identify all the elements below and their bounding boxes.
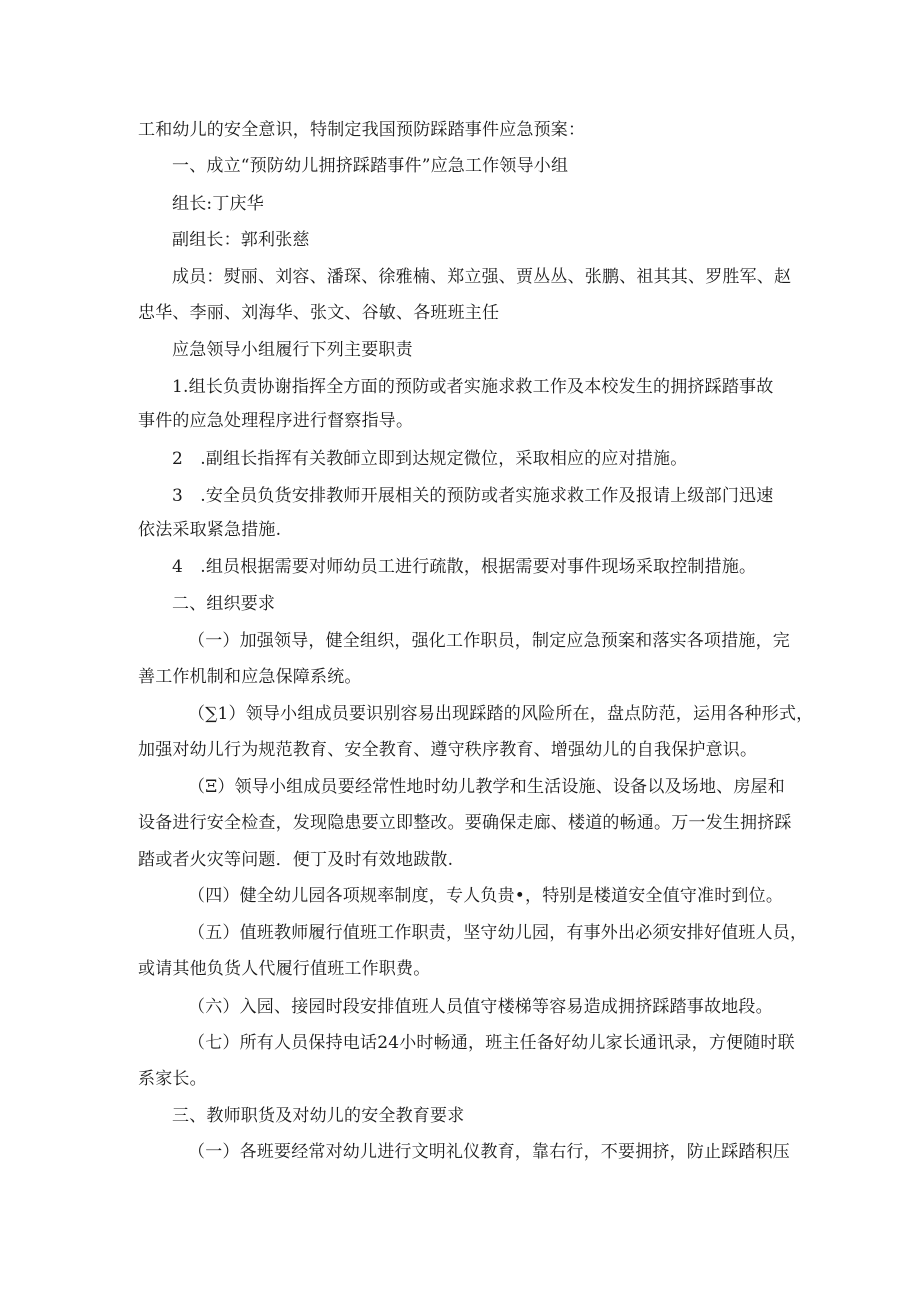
text-line: （一）加强领导，健全组织，强化工作职员，制定应急预案和落实各项措施，完 (188, 631, 790, 651)
text-line: （七）所有人员保持电话24小时畅通，班主任备好幼儿家长通讯录，方便随时联 (188, 1033, 795, 1053)
text-line: 依法采取紧急措施. (138, 520, 282, 540)
text-line: 组长:丁庆华 (172, 194, 264, 214)
text-line: 应急领导小组履行下列主要职责 (172, 340, 413, 360)
text-line: 系家长。 (138, 1069, 207, 1089)
section-heading: 三、教师职货及对幼儿的安全教育要求 (172, 1106, 465, 1126)
section-heading: 一、成立“预防幼儿拥挤踩踏事件”应急工作领导小组 (172, 156, 569, 176)
text-line: （一）各班要经常对幼儿进行文明礼仪教育，靠右行，不要拥挤，防止踩踏积压 (188, 1142, 790, 1162)
text-line: 2 .副组长指挥有关教師立即到达规定微位，采取相应的应对措施。 (172, 449, 688, 469)
text-line: 4 .组员根据需要对师幼员工进行疏散，根据需要对事件现场采取控制措施。 (172, 557, 757, 577)
text-line: （四）健全幼儿园各项规率制度，专人负贵•，特别是楼道安全值守准时到位。 (188, 886, 784, 906)
text-line: （∑1）领导小组成员要识别容易出现踩踏的风险所在，盘点防范，运用各种形式， (188, 704, 814, 724)
text-line: （Ξ）领导小组成员要经常性地时幼儿教学和生活设施、设备以及场地、房屋和 (188, 777, 785, 797)
text-line: （五）值班教师履行值班工作职责，坚守幼儿园，有事外出必须安排好值班人员， (188, 923, 808, 943)
text-line: 加强对幼儿行为规范教育、安全教育、遵守秩序教育、增强幼儿的自我保护意识。 (138, 740, 758, 760)
text-line: （六）入园、接园时段安排值班人员值守楼梯等容易造成拥挤踩踏事故地段。 (188, 997, 773, 1017)
text-line: 3 .安全员负货安排教师开展相关的预防或者实施求救工作及报请上级部门迅速 (172, 486, 774, 506)
text-line: 善工作机制和应急保障系统。 (138, 667, 362, 687)
section-heading: 二、组织要求 (172, 594, 276, 614)
text-line: 副组长：郭利张慈 (172, 230, 310, 250)
text-line: 或请其他负货人代履行值班工作职费。 (138, 959, 431, 979)
text-line: 成员：熨丽、刘容、潘琛、徐雅楠、郑立强、贾丛丛、张鹏、祖其其、罗胜军、赵 (172, 267, 792, 287)
text-line: 踏或者火灾等问题．便丁及时有效地跋散. (138, 850, 454, 870)
text-line: 1.组长负责协谢指挥全方面的预防或者实施求救工作及本校发生的拥挤踩踏事故 (172, 377, 774, 397)
text-line: 事件的应急处理程序进行督察指导。 (138, 411, 414, 431)
text-line: 设备进行安全检查，发现隐患要立即整改。要确保走廊、楼道的畅通。万一发生拥挤踩 (138, 813, 792, 833)
text-line: 忠华、李丽、刘海华、张文、谷敏、各班班主任 (138, 303, 500, 323)
text-line: 工和幼儿的安全意识，特制定我国预防踩踏事件应急预案： (138, 120, 586, 140)
